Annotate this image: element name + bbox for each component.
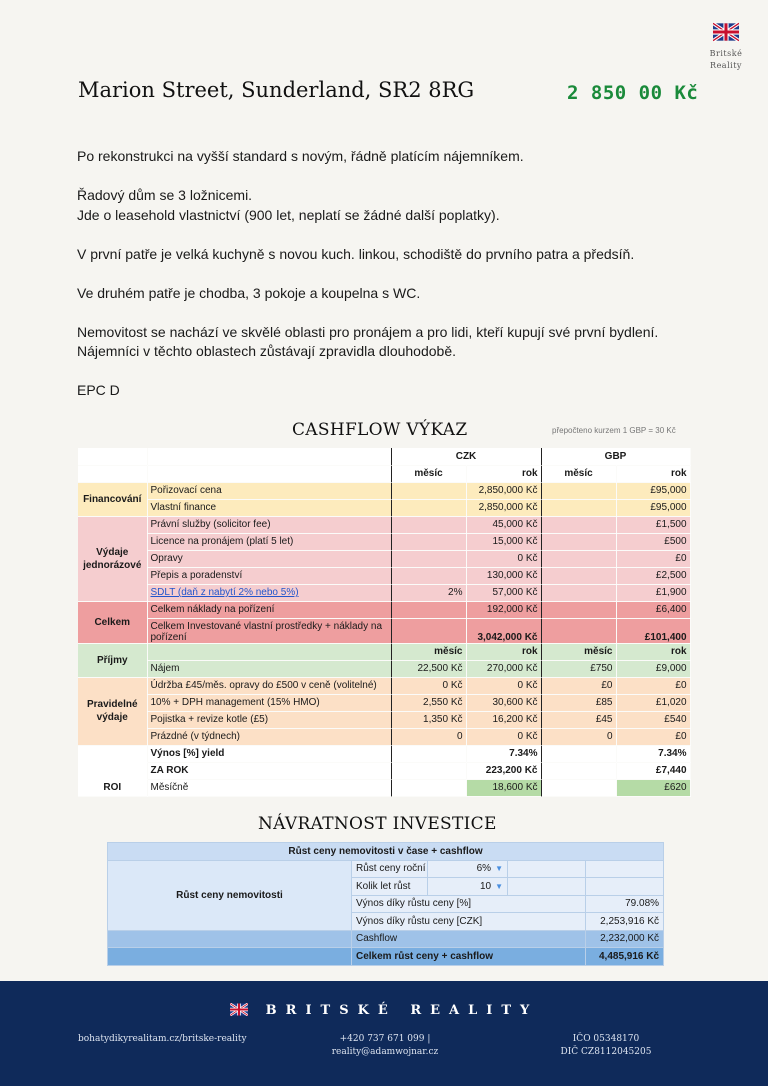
category-income: Příjmy bbox=[78, 643, 147, 677]
table-row bbox=[78, 448, 690, 465]
col-month: měsíc bbox=[541, 643, 616, 660]
rate-note: přepočteno kurzem 1 GBP = 30 Kč bbox=[552, 426, 676, 435]
table-row bbox=[78, 660, 690, 677]
investment-header: Růst ceny nemovitosti v čase + cashflow bbox=[108, 843, 664, 861]
currency-header-czk: CZK bbox=[391, 448, 541, 465]
desc-paragraph: Nájemníci v těchto oblastech zůstávají zpravidla dlouhodobě. bbox=[77, 343, 456, 359]
gbp-year: £9,000 bbox=[616, 660, 690, 677]
side-label: Růst ceny nemovitosti bbox=[108, 860, 352, 930]
czk-month: 1,350 Kč bbox=[391, 711, 466, 728]
desc-paragraph: V první patře je velká kuchyně s novou kuch. linkou, schodiště do prvního patra a předsíň. bbox=[77, 245, 635, 262]
footer-ico: IČO 05348170 bbox=[572, 1034, 640, 1044]
czk-year: 15,000 Kč bbox=[466, 533, 541, 550]
czk-year: 45,000 Kč bbox=[466, 516, 541, 533]
table-row bbox=[78, 762, 690, 779]
table-row bbox=[78, 745, 690, 762]
czk-year: 2,850,000 Kč bbox=[466, 482, 541, 499]
table-row bbox=[108, 948, 664, 966]
czk-month: 0 Kč bbox=[391, 677, 466, 694]
gbp-month: £0 bbox=[541, 677, 616, 694]
col-month: měsíc bbox=[541, 465, 616, 482]
sdlt-rate: 2% bbox=[391, 584, 466, 601]
desc-paragraph: Řadový dům se 3 ložnicemi. bbox=[77, 187, 253, 203]
czk-year: 16,200 Kč bbox=[466, 711, 541, 728]
czk-year: 270,000 Kč bbox=[466, 660, 541, 677]
yield-value: 79.08% bbox=[586, 895, 664, 913]
row-label: Pojistka + revize kotle (£5) bbox=[147, 711, 391, 728]
czk-month: 0 bbox=[391, 728, 466, 745]
czk-year: 0 Kč bbox=[466, 677, 541, 694]
growth-label: Růst ceny roční bbox=[352, 860, 428, 878]
gbp-year: £0 bbox=[616, 550, 690, 567]
row-label: Přepis a poradenství bbox=[147, 567, 391, 584]
col-month: měsíc bbox=[391, 465, 466, 482]
row-label: Právní služby (solicitor fee) bbox=[147, 516, 391, 533]
table-row bbox=[78, 533, 690, 550]
footer-company-ids bbox=[556, 1033, 656, 1059]
col-year: rok bbox=[466, 643, 541, 660]
table-row bbox=[78, 516, 690, 533]
row-label: Celkem náklady na pořízení bbox=[147, 601, 391, 618]
gbp-year: £620 bbox=[616, 779, 690, 796]
footer-phone[interactable]: +420 737 671 099 | bbox=[339, 1034, 431, 1044]
cashflow-value: 2,232,000 Kč bbox=[586, 930, 664, 948]
czk-year: 130,000 Kč bbox=[466, 567, 541, 584]
footer-dic: DIČ CZ8112045205 bbox=[560, 1047, 652, 1057]
total-value: 4,485,916 Kč bbox=[586, 948, 664, 966]
col-year: rok bbox=[616, 643, 690, 660]
footer-contact bbox=[330, 1033, 440, 1059]
desc-paragraph: Nemovitost se nachází ve skvělé oblasti pro pronájem a pro lidi, kteří kupují své první bydlení. bbox=[77, 323, 659, 340]
cashflow-title: CASHFLOW VÝKAZ bbox=[292, 420, 468, 440]
czk-month: 22,500 Kč bbox=[391, 660, 466, 677]
czk-year: 57,000 Kč bbox=[466, 584, 541, 601]
category-regular: Pravidelné výdaje bbox=[78, 677, 147, 745]
cashflow-table bbox=[78, 448, 691, 797]
table-row bbox=[78, 779, 690, 796]
currency-header-gbp: GBP bbox=[541, 448, 690, 465]
total-label: Celkem růst ceny + cashflow bbox=[352, 948, 586, 966]
gbp-month: £45 bbox=[541, 711, 616, 728]
table-row bbox=[108, 843, 664, 861]
gbp-year: £1,020 bbox=[616, 694, 690, 711]
czk-year: 30,600 Kč bbox=[466, 694, 541, 711]
chevron-down-icon[interactable]: ▼ bbox=[495, 864, 503, 874]
czk-label: Výnos díky růstu ceny [CZK] bbox=[352, 913, 586, 931]
logo-text-line2: Reality bbox=[710, 61, 742, 70]
gbp-month: £750 bbox=[541, 660, 616, 677]
gbp-year: £6,400 bbox=[616, 601, 690, 618]
czk-year: 0 Kč bbox=[466, 550, 541, 567]
row-label: Údržba £45/měs. opravy do £500 v ceně (volitelné) bbox=[147, 677, 391, 694]
table-row bbox=[108, 860, 664, 878]
row-label: Licence na pronájem (platí 5 let) bbox=[147, 533, 391, 550]
table-row bbox=[78, 584, 690, 601]
czk-year: 7.34% bbox=[466, 745, 541, 762]
desc-paragraph: Ve druhém patře je chodba, 3 pokoje a koupelna s WC. bbox=[77, 284, 421, 301]
table-row bbox=[78, 567, 690, 584]
desc-paragraph: Po rekonstrukci na vyšší standard s novým, řádně platícím nájemníkem. bbox=[77, 148, 524, 164]
category-total: Celkem bbox=[78, 601, 147, 643]
investment-title: NÁVRATNOST INVESTICE bbox=[258, 814, 497, 834]
row-label: Vlastní finance bbox=[147, 499, 391, 516]
table-row bbox=[78, 728, 690, 745]
gbp-year: £500 bbox=[616, 533, 690, 550]
years-label: Kolik let růst bbox=[352, 878, 428, 896]
row-label: Měsíčně bbox=[147, 779, 391, 796]
logo-text-line1: Britské bbox=[709, 49, 743, 58]
table-row bbox=[78, 694, 690, 711]
footer-brand-text: BRITSKÉ REALITY bbox=[265, 1003, 539, 1018]
row-label: Výnos [%] yield bbox=[147, 745, 391, 762]
description bbox=[77, 147, 717, 401]
table-row bbox=[78, 711, 690, 728]
table-row bbox=[78, 643, 690, 660]
row-label: ZA ROK bbox=[147, 762, 391, 779]
row-label: Nájem bbox=[147, 660, 391, 677]
gbp-year: £0 bbox=[616, 677, 690, 694]
footer bbox=[0, 981, 768, 1086]
uk-flag-icon bbox=[230, 1003, 248, 1016]
gbp-year: £101,400 bbox=[616, 618, 690, 643]
category-financing: Financování bbox=[78, 482, 147, 516]
row-label: 10% + DPH management (15% HMO) bbox=[147, 694, 391, 711]
czk-year: 2,850,000 Kč bbox=[466, 499, 541, 516]
col-month: měsíc bbox=[391, 643, 466, 660]
gbp-month: £85 bbox=[541, 694, 616, 711]
table-row bbox=[78, 499, 690, 516]
col-year: rok bbox=[466, 465, 541, 482]
czk-year: 0 Kč bbox=[466, 728, 541, 745]
gbp-year: £540 bbox=[616, 711, 690, 728]
gbp-year: £95,000 bbox=[616, 482, 690, 499]
czk-value: 2,253,916 Kč bbox=[586, 913, 664, 931]
gbp-year: 7.34% bbox=[616, 745, 690, 762]
table-row bbox=[78, 677, 690, 694]
years-select[interactable]: 10 ▼ bbox=[428, 878, 508, 896]
page-title: Marion Street, Sunderland, SR2 8RG bbox=[78, 78, 475, 102]
gbp-year: £2,500 bbox=[616, 567, 690, 584]
table-row bbox=[108, 930, 664, 948]
table-row bbox=[78, 550, 690, 567]
gbp-year: £0 bbox=[616, 728, 690, 745]
row-label: Opravy bbox=[147, 550, 391, 567]
table-row bbox=[78, 482, 690, 499]
category-one-off: Výdaje jednorázové bbox=[78, 516, 147, 601]
growth-select[interactable]: 6% ▼ bbox=[428, 860, 508, 878]
row-label: Celkem Investované vlastní prostředky + náklady na pořízení bbox=[147, 618, 391, 643]
gbp-year: £1,900 bbox=[616, 584, 690, 601]
czk-year: 3,042,000 Kč bbox=[466, 618, 541, 643]
table-row bbox=[78, 618, 690, 643]
row-label: Prázdné (v týdnech) bbox=[147, 728, 391, 745]
gbp-year: £7,440 bbox=[616, 762, 690, 779]
gbp-year: £95,000 bbox=[616, 499, 690, 516]
sdlt-link[interactable]: SDLT (daň z nabytí 2% nebo 5%) bbox=[150, 587, 299, 598]
czk-year: 192,000 Kč bbox=[466, 601, 541, 618]
col-year: rok bbox=[616, 465, 690, 482]
footer-brand bbox=[0, 1003, 768, 1018]
category-roi: ROI bbox=[78, 745, 147, 796]
investment-table bbox=[107, 842, 664, 966]
gbp-month: 0 bbox=[541, 728, 616, 745]
czk-year: 18,600 Kč bbox=[466, 779, 541, 796]
table-row bbox=[78, 465, 690, 482]
desc-paragraph: Jde o leasehold vlastnictví (900 let, neplatí se žádné další poplatky). bbox=[77, 206, 500, 223]
czk-month: 2,550 Kč bbox=[391, 694, 466, 711]
czk-year: 223,200 Kč bbox=[466, 762, 541, 779]
yield-label: Výnos díky růstu ceny [%] bbox=[352, 895, 586, 913]
table-row bbox=[78, 601, 690, 618]
footer-web-link[interactable]: bohatydikyrealitam.cz/britske-reality bbox=[78, 1034, 247, 1044]
uk-flag-icon bbox=[713, 22, 739, 42]
row-label: Pořizovací cena bbox=[147, 482, 391, 499]
footer-email[interactable]: reality@adamwojnar.cz bbox=[331, 1047, 439, 1057]
chevron-down-icon[interactable]: ▼ bbox=[495, 881, 503, 891]
cashflow-label: Cashflow bbox=[352, 930, 586, 948]
logo bbox=[706, 22, 746, 71]
price: 2 850 00 Kč bbox=[567, 82, 699, 104]
gbp-year: £1,500 bbox=[616, 516, 690, 533]
desc-paragraph: EPC D bbox=[77, 382, 120, 398]
